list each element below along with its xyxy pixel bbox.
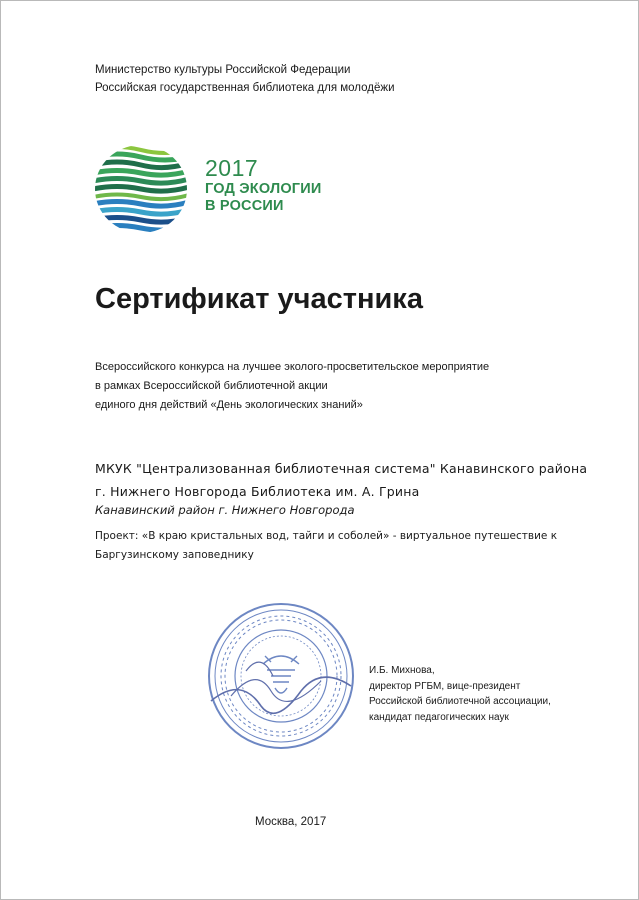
signer-title-2: Российской библиотечной ассоциации, bbox=[369, 696, 551, 707]
project-line-2: Баргузинскому заповеднику bbox=[95, 549, 254, 561]
contest-line-1: Всероссийского конкурса на лучшее эколого-просветительское мероприятие bbox=[95, 361, 490, 373]
place-and-year: Москва, 2017 bbox=[255, 816, 327, 828]
logo-line-1: ГОД ЭКОЛОГИИ bbox=[205, 181, 322, 197]
signer-title-3: кандидат педагогических наук bbox=[369, 711, 509, 723]
ministry-line: Министерство культуры Российской Федерации bbox=[95, 64, 351, 76]
contest-line-3: единого дня действий «День экологических знаний» bbox=[95, 399, 363, 411]
org-line-1: МКУК "Централизованная библиотечная система" Канавинского района bbox=[95, 461, 588, 476]
project-line-1: Проект: «В краю кристальных вод, тайги и соболей» - виртуальное путешествие к bbox=[95, 530, 558, 542]
logo-year: 2017 bbox=[205, 155, 259, 181]
library-line: Российская государственная библиотека для молодёжи bbox=[95, 82, 395, 94]
signer-name: И.Б. Михнова, bbox=[369, 665, 435, 676]
certificate-title: Сертификат участника bbox=[95, 283, 423, 315]
org-line-2: г. Нижнего Новгорода Библиотека им. А. Грина bbox=[95, 484, 420, 499]
signer-block bbox=[369, 663, 551, 725]
logo-line-2: В РОССИИ bbox=[205, 198, 284, 214]
participant-organization bbox=[95, 457, 587, 503]
ministry-header bbox=[95, 61, 395, 97]
signer-title-1: директор РГБМ, вице-президент bbox=[369, 680, 521, 692]
ecology-year-logo-icon bbox=[93, 144, 189, 234]
contest-line-2: в рамках Всероссийской библиотечной акции bbox=[95, 380, 328, 392]
participant-district: Канавинский район г. Нижнего Новгорода bbox=[95, 503, 355, 517]
official-stamp-icon bbox=[201, 596, 361, 756]
logo-caption bbox=[205, 155, 321, 215]
participant-project bbox=[95, 527, 557, 565]
contest-description bbox=[95, 358, 489, 415]
